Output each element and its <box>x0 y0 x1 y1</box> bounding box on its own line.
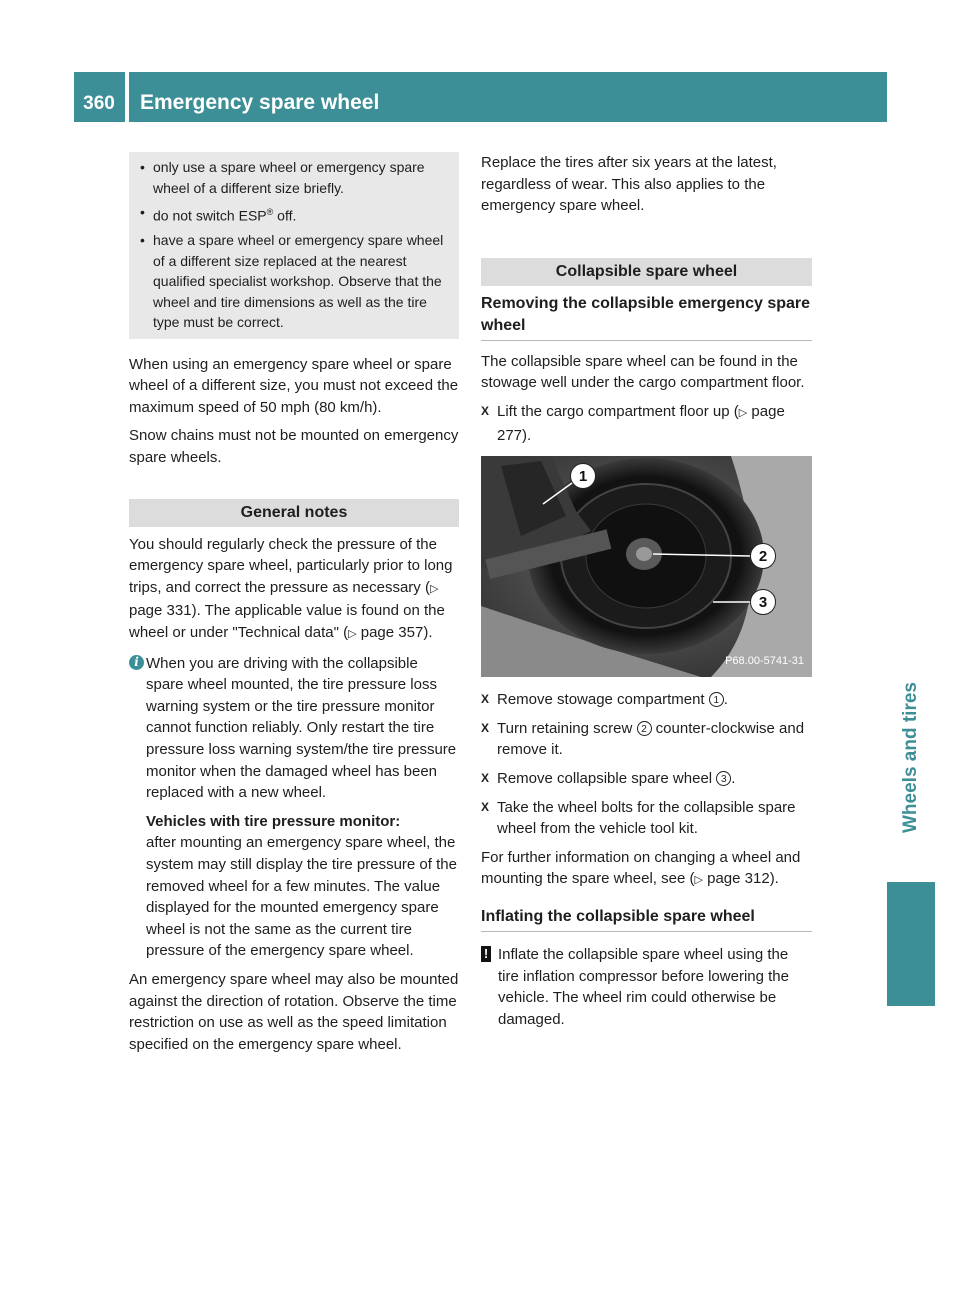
bullet-box <box>129 152 459 339</box>
callout-leader-lines <box>481 456 812 677</box>
header-divider <box>125 72 129 122</box>
photo-reference-code: P68.00-5741-31 <box>725 654 804 667</box>
general-notes-paragraph: You should regularly check the pressure of the emergency spare wheel, particularly prior to long trips, and correct the pressure as necessary (▷ page 331). The applicable value is found on the wheel or under "Technical data" (▷ page 357). <box>129 535 453 641</box>
bullet-icon: • <box>140 204 145 220</box>
page-reference[interactable]: page 331 <box>129 602 192 620</box>
chapter-tab <box>887 122 935 1006</box>
step-arrow-icon: X <box>481 770 490 785</box>
section-heading-collapsible: Collapsible spare wheel <box>481 258 812 286</box>
step-item: X Remove stowage compartment 1 . <box>481 689 812 711</box>
step-item: X Take the wheel bolts for the collapsible spare wheel from the vehicle tool kit. <box>481 798 796 838</box>
ref-arrow-icon: ▷ <box>429 582 439 595</box>
bullet-icon: • <box>140 159 145 175</box>
callout-number: 2 <box>637 721 652 736</box>
step-arrow-icon: X <box>481 720 490 735</box>
speed-limit-paragraph: When using an emergency spare wheel or spare wheel of a different size, you must not exceed the maximum speed of 50 mph (80 km/h). <box>129 355 459 416</box>
page-number: 360 <box>83 93 115 114</box>
step-arrow-icon: X <box>481 799 490 814</box>
callout-2: 2 <box>750 543 776 569</box>
step-arrow-icon: X <box>481 403 490 418</box>
right-column <box>481 152 812 1030</box>
warning-icon: ! <box>481 946 491 962</box>
bullet-icon: • <box>140 232 145 249</box>
page-header <box>74 72 887 122</box>
location-paragraph: The collapsible spare wheel can be found in the stowage well under the cargo compartment floor. <box>481 352 805 392</box>
step-item: X Lift the cargo compartment floor up (▷ page 277). <box>481 402 785 444</box>
list-item: • do not switch ESP® off. <box>140 204 297 224</box>
ref-arrow-icon: ▷ <box>738 406 748 419</box>
further-info-paragraph: For further information on changing a wheel and mounting the spare wheel, see (▷ page 312). <box>481 848 801 888</box>
spare-wheel-photo <box>481 456 812 677</box>
step-arrow-icon: X <box>481 692 490 707</box>
ref-arrow-icon: ▷ <box>348 628 357 640</box>
warning-note: ! Inflate the collapsible spare wheel using the tire inflation compressor before lowering the vehicle. The wheel rim could otherwise be damaged. <box>481 944 812 1030</box>
snow-chains-paragraph: Snow chains must not be mounted on emergency spare wheels. <box>129 427 459 467</box>
rotation-paragraph: An emergency spare wheel may also be mounted against the direction of rotation. Observe the time restriction on use as well as the speed limitation specified on the emergency spare wheel. <box>129 970 459 1053</box>
info-icon: i <box>129 655 144 670</box>
page-reference[interactable]: page 277 <box>497 402 785 444</box>
callout-1: 1 <box>570 463 596 489</box>
list-item: • have a spare wheel or emergency spare wheel of a different size replaced at the nearest qualified specialist workshop. Observe that the wheel and tire dimensions as well as the tire type must be correct. <box>140 232 444 331</box>
subheading-removing: Removing the collapsible emergency spare wheel <box>481 293 812 341</box>
callout-number: 1 <box>709 692 724 707</box>
info-subheading: Vehicles with tire pressure monitor: <box>146 812 401 830</box>
page-reference[interactable]: page 357 <box>360 624 424 641</box>
step-item: X Remove collapsible spare wheel 3 . <box>481 768 812 790</box>
step-item: X Turn retaining screw 2 counter-clockwise and remove it. <box>481 719 805 759</box>
tire-age-paragraph: Replace the tires after six years at the latest, regardless of wear. This also applies to the emergency spare wheel. <box>481 154 777 215</box>
list-item: • only use a spare wheel or emergency spare wheel of a different size briefly. <box>140 159 425 196</box>
page-reference[interactable]: page 312 <box>707 870 770 888</box>
left-column <box>129 152 459 1055</box>
subheading-inflating: Inflating the collapsible spare wheel <box>481 906 812 932</box>
callout-number: 3 <box>716 771 731 786</box>
section-heading-general-notes: General notes <box>129 499 459 527</box>
chapter-tab-marker <box>887 882 935 1006</box>
callout-3: 3 <box>750 589 776 615</box>
info-note: i When you are driving with the collapsible spare wheel mounted, the tire pressure loss warning system or the tire pressure monitor cannot function reliably. Only restart the tire pressure loss warning system/the tire pressure monitor when the damaged wheel has been replaced with a new wheel. Vehicles with tire pressure monitor: after mounting an emergency spare wheel, the system may still display the tire pressure of the removed wheel for a few minutes. The value displayed for the mounted emergency spare wheel is not the same as the current tire pressure of the emergency spare wheel. <box>129 653 459 962</box>
page-title: Emergency spare wheel <box>140 91 380 114</box>
ref-arrow-icon: ▷ <box>694 874 703 887</box>
chapter-tab-label: Wheels and tires <box>900 682 921 833</box>
